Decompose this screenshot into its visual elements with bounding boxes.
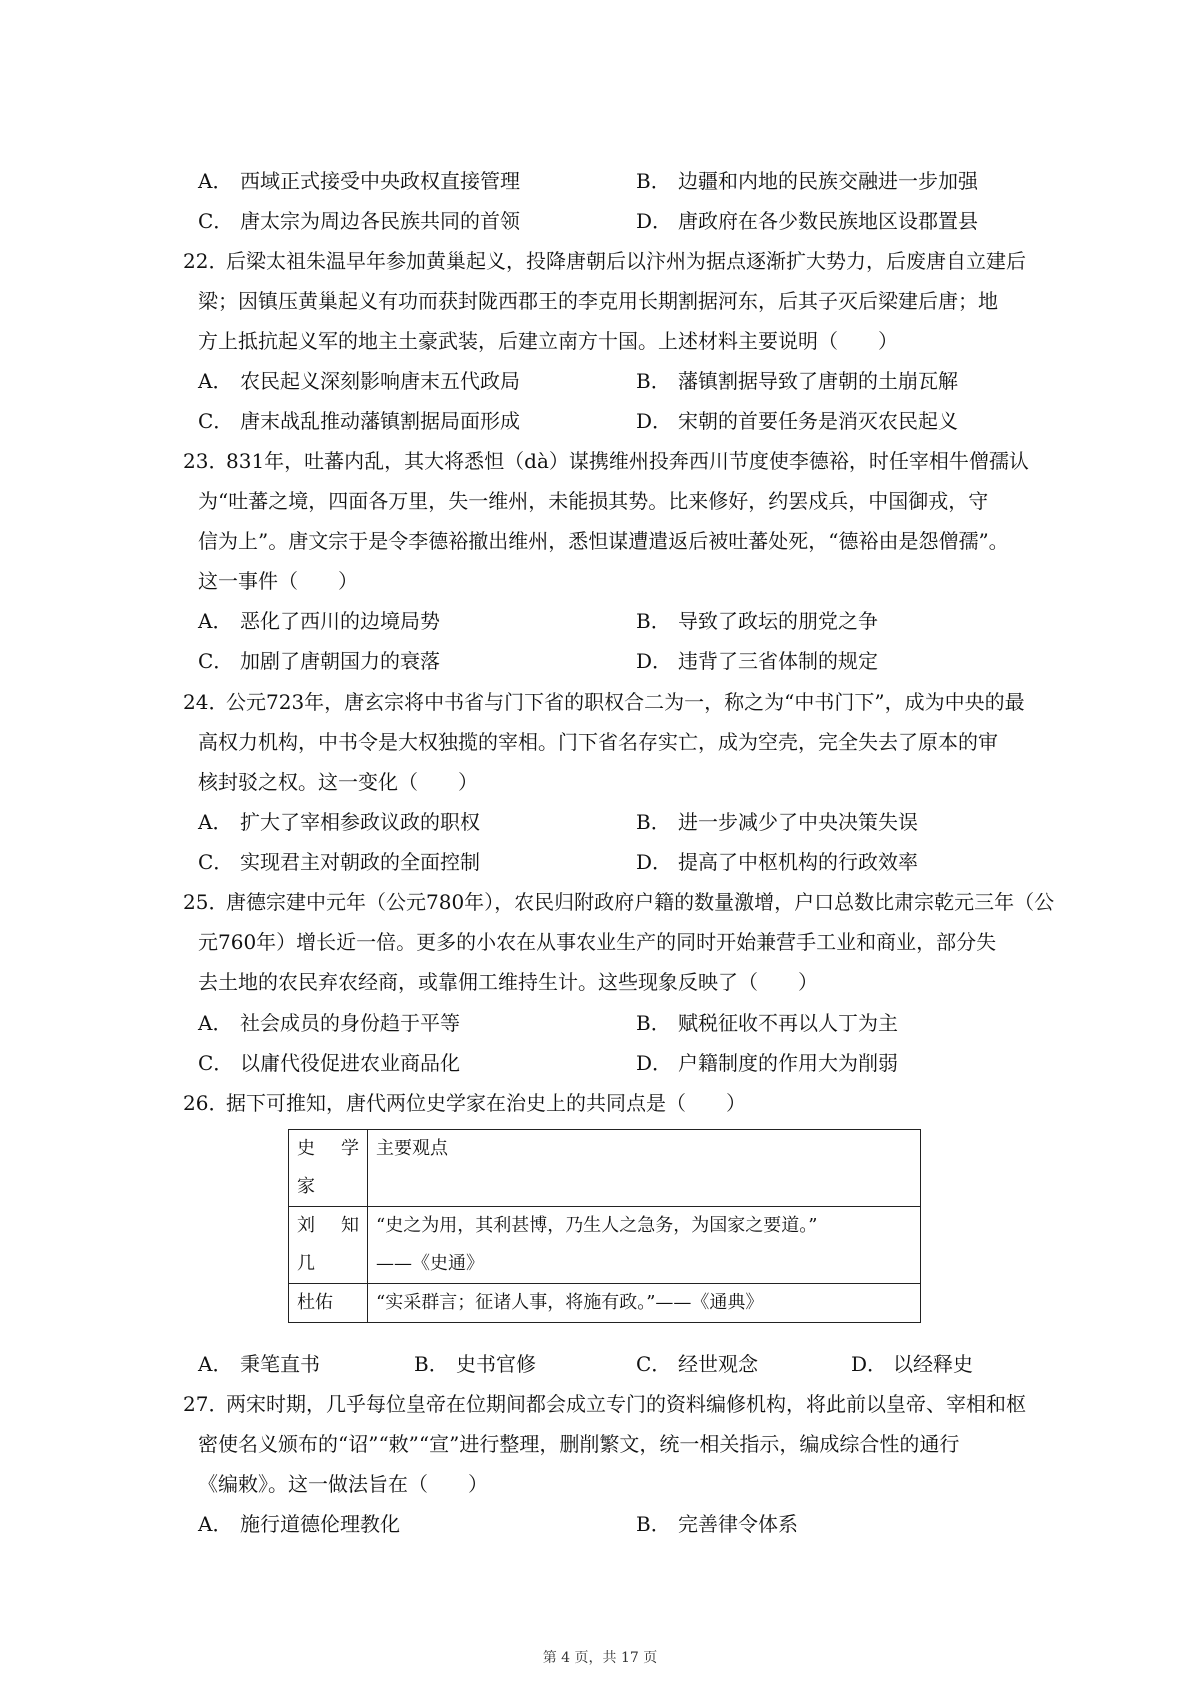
q23-option-d: D． 违背了三省体制的规定	[636, 649, 878, 673]
q27-option-a: A． 施行道德伦理教化	[198, 1512, 400, 1536]
q22-stem-line-3: 方上抵抗起义军的地主土豪武装，后建立南方十国。上述材料主要说明（ ）	[198, 329, 898, 353]
q22-options-row-2	[0, 401, 1200, 441]
q22-option-c: C． 唐末战乱推动藩镇割据局面形成	[198, 409, 520, 433]
q26-stem: 26． 据下可推知，唐代两位史学家在治史上的共同点是（ ）	[0, 1083, 1200, 1123]
q27-number: 27．	[183, 1392, 229, 1416]
table-header-historian: 史 学 家	[289, 1130, 368, 1207]
q27-option-b: B． 完善律令体系	[636, 1512, 798, 1536]
q25-option-a: A． 社会成员的身份趋于平等	[198, 1011, 460, 1035]
q27-stem-line-1: 27． 两宋时期，几乎每位皇帝在位期间都会成立专门的资料编修机构，将此前以皇帝、宰相和枢	[0, 1384, 1200, 1424]
q21-option-c: C． 唐太宗为周边各民族共同的首领	[198, 209, 520, 233]
table-header-row	[289, 1130, 921, 1207]
q22-stem-line-1: 22． 后梁太祖朱温早年参加黄巢起义，投降唐朝后以汴州为据点逐渐扩大势力，后废唐自立建后	[0, 241, 1200, 281]
q23-number: 23．	[183, 449, 229, 473]
q25-stem-line-1: 25． 唐德宗建中元年（公元780年），农民归附政府户籍的数量激增，户口总数比肃宗乾元三年（公	[0, 882, 1200, 922]
q25-option-d: D． 户籍制度的作用大为削弱	[636, 1051, 898, 1075]
q26-option-d: D． 以经释史	[851, 1352, 973, 1376]
q24-option-a: A． 扩大了宰相参政议政的职权	[198, 810, 480, 834]
q24-stem-line-2: 高权力机构，中书令是大权独揽的宰相。门下省名存实亡，成为空壳，完全失去了原本的审	[198, 730, 998, 754]
q22-options-row-1	[0, 361, 1200, 401]
q26-option-b: B． 史书官修	[414, 1352, 536, 1376]
q25-stem-line-2: 元760年）增长近一倍。更多的小农在从事农业生产的同时开始兼营手工业和商业，部分失	[198, 930, 997, 954]
table-row	[289, 1207, 921, 1284]
q23-stem-line-3: 信为上”。唐文宗于是令李德裕撤出维州，悉怛谋遭遣返后被吐蕃处死，“德裕由是怨僧孺”。	[198, 529, 1009, 553]
q26-option-a: A． 秉笔直书	[198, 1352, 320, 1376]
q23-stem-line-2: 为“吐蕃之境，四面各万里，失一维州，未能损其势。比来修好，约罢戍兵，中国御戎，守	[198, 489, 989, 513]
q22-option-d: D． 宋朝的首要任务是消灭农民起义	[636, 409, 958, 433]
q23-options-row-2	[0, 641, 1200, 681]
q27-stem-line-2: 密使名义颁布的“诏”“敕”“宣”进行整理，删削繁文，统一相关指示，编成综合性的通行	[198, 1432, 960, 1456]
q24-option-b: B． 进一步减少了中央决策失误	[636, 810, 918, 834]
q21-options-row-1	[0, 161, 1200, 201]
table-row	[289, 1284, 921, 1323]
q21-option-d: D． 唐政府在各少数民族地区设郡置县	[636, 209, 978, 233]
q24-options-row-1	[0, 802, 1200, 842]
q24-options-row-2	[0, 842, 1200, 882]
q25-option-b: B． 赋税征收不再以人丁为主	[636, 1011, 898, 1035]
q26-options-row	[0, 1344, 1200, 1384]
q24-option-d: D． 提高了中枢机构的行政效率	[636, 850, 918, 874]
q21-option-a: A． 西域正式接受中央政权直接管理	[198, 169, 520, 193]
q23-stem-line-1: 23． 831年，吐蕃内乱，其大将悉怛（dà）谋携维州投奔西川节度使李德裕，时任宰相牛僧孺认	[0, 441, 1200, 481]
q22-stem-line-2: 梁；因镇压黄巢起义有功而获封陇西郡王的李克用长期割据河东，后其子灭后梁建后唐；地	[198, 289, 998, 313]
q23-stem-line-4: 这一事件（ ）	[198, 569, 358, 593]
q25-options-row-1	[0, 1003, 1200, 1043]
q27-stem-line-3: 《编敕》。这一做法旨在（ ）	[198, 1472, 488, 1496]
q22-option-a: A． 农民起义深刻影响唐末五代政局	[198, 369, 520, 393]
historians-table	[288, 1129, 921, 1323]
table-header-viewpoint: 主要观点	[368, 1130, 921, 1207]
table-cell-historian: 杜佑	[289, 1284, 368, 1323]
q26-number: 26．	[183, 1091, 229, 1115]
q23-option-a: A． 恶化了西川的边境局势	[198, 609, 440, 633]
q25-option-c: C． 以庸代役促进农业商品化	[198, 1051, 460, 1075]
q25-number: 25．	[183, 890, 229, 914]
q23-option-b: B． 导致了政坛的朋党之争	[636, 609, 878, 633]
q24-number: 24．	[183, 690, 229, 714]
q25-stem-line-3: 去土地的农民弃农经商，或靠佣工维持生计。这些现象反映了（ ）	[198, 970, 818, 994]
q24-stem-line-3: 核封驳之权。这一变化（ ）	[198, 770, 478, 794]
q22-number: 22．	[183, 249, 229, 273]
table-cell-viewpoint: “史之为用，其利甚博，乃生人之急务，为国家之要道。” ——《史通》	[368, 1207, 921, 1284]
page-footer: 第 4 页，共 17 页	[542, 1650, 658, 1666]
q22-option-b: B． 藩镇割据导致了唐朝的土崩瓦解	[636, 369, 958, 393]
q23-options-row-1	[0, 601, 1200, 641]
q24-stem-line-1: 24． 公元723年，唐玄宗将中书省与门下省的职权合二为一，称之为“中书门下”，成为中央的最	[0, 682, 1200, 722]
table-cell-historian: 刘 知 几	[289, 1207, 368, 1284]
q24-option-c: C． 实现君主对朝政的全面控制	[198, 850, 480, 874]
table-cell-viewpoint: “实采群言；征诸人事，将施有政。”——《通典》	[368, 1284, 921, 1323]
q23-option-c: C． 加剧了唐朝国力的衰落	[198, 649, 440, 673]
q27-options-row-1	[0, 1504, 1200, 1544]
q21-option-b: B． 边疆和内地的民族交融进一步加强	[636, 169, 978, 193]
q25-options-row-2	[0, 1043, 1200, 1083]
q21-options-row-2	[0, 201, 1200, 241]
q26-option-c: C． 经世观念	[636, 1352, 758, 1376]
